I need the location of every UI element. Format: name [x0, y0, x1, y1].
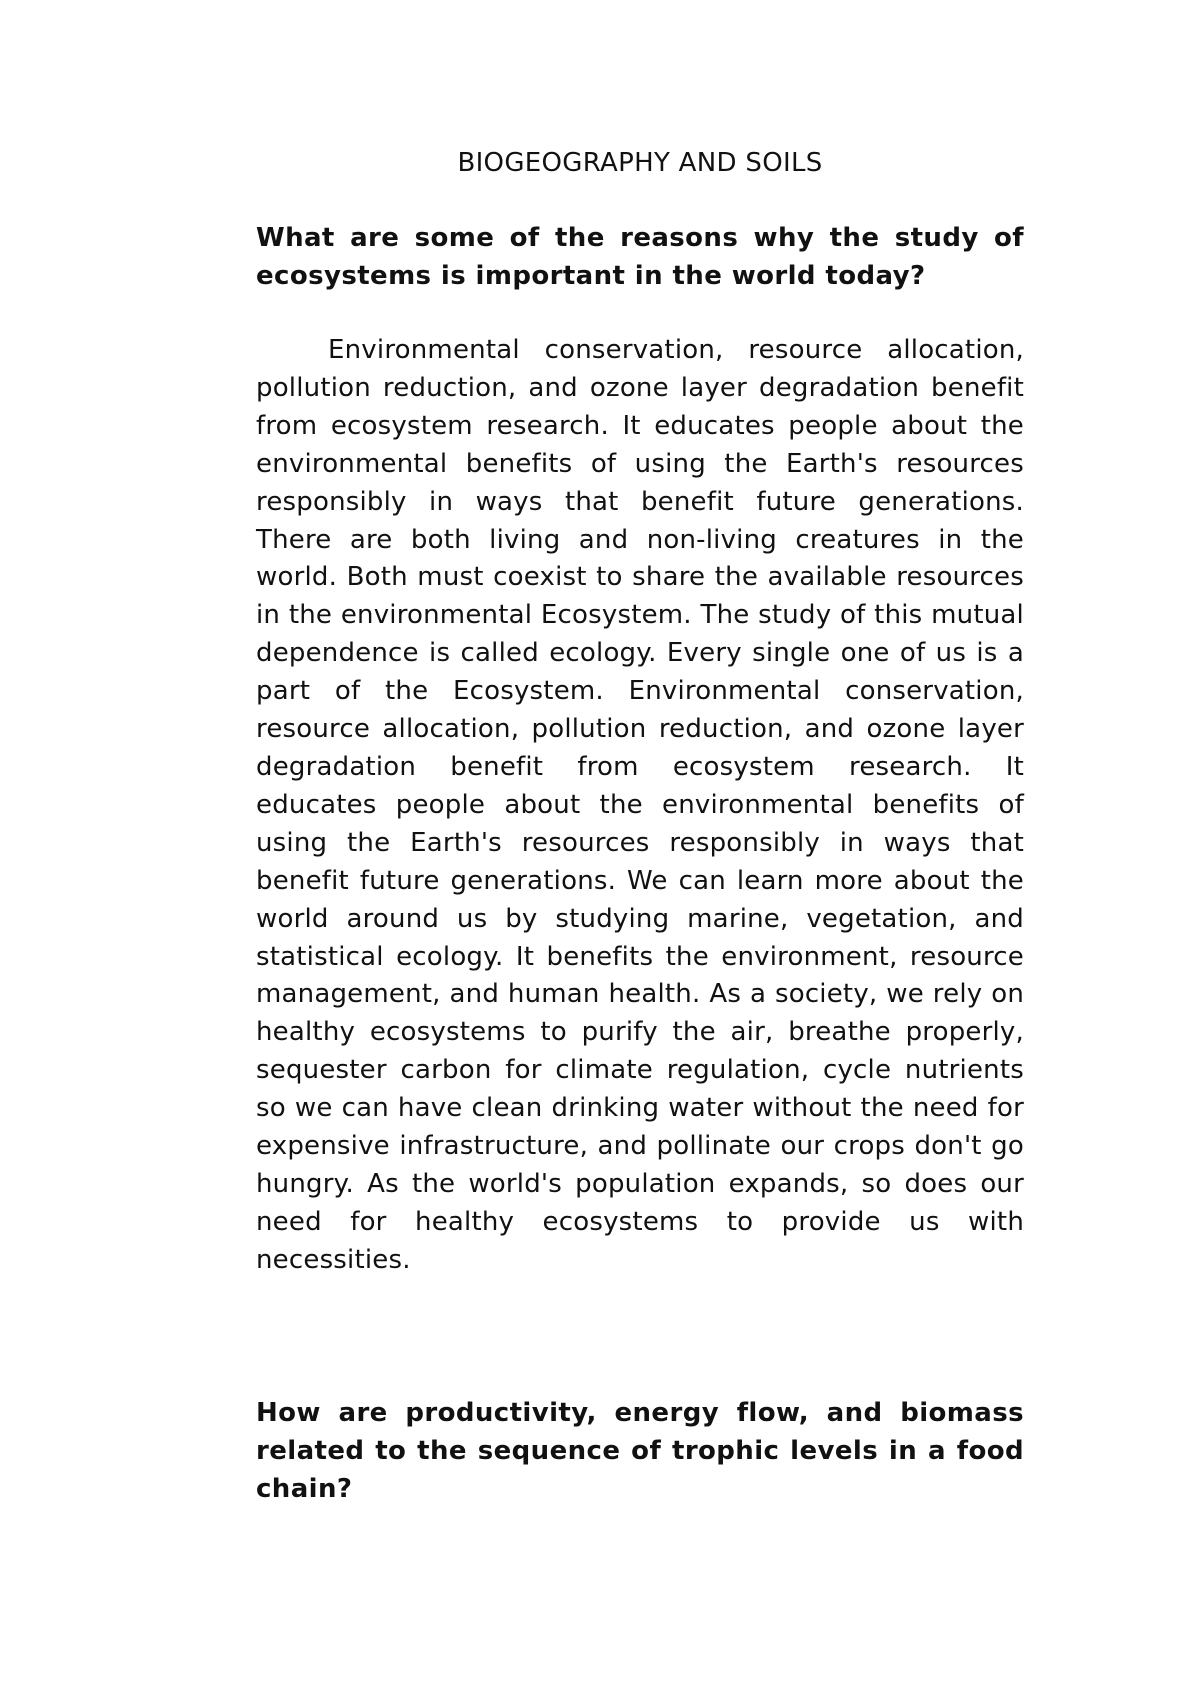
question-1: What are some of the reasons why the study of ecosystems is important in the world today? [256, 223, 1024, 291]
question-2: How are productivity, energy flow, and biomass related to the sequence of trophic levels in a food chain? [256, 1398, 1024, 1504]
answer-1: Environmental conservation, resource allocation, pollution reduction, and ozone layer degradation benefit from ecosystem research. It educates people about the environmental benefits of using the Earth's resources responsibly in ways that benefit future generations. There are both living and non-living creatures in the world. Both must coexist to share the available resources in the environmental Ecosystem. The study of this mutual dependence is called ecology. Every single one of us is a part of the Ecosystem. Environmental conservation, resource allocation, pollution reduction, and ozone layer degradation benefit from ecosystem research. It educates people about the environmental benefits of using the Earth's resources responsibly in ways that benefit future generations. We can learn more about the world around us by studying marine, vegetation, and statistical ecology. It benefits the environment, resource management, and human health. As a society, we rely on healthy ecosystems to purify the air, breathe properly, sequester carbon for climate regulation, cycle nutrients so we can have clean drinking water without the need for expensive infrastructure, and pollinate our crops don't go hungry. As the world's population expands, so does our need for healthy ecosystems to provide us with necessities. [256, 335, 1024, 1275]
document-title: BIOGEOGRAPHY AND SOILS [457, 148, 823, 178]
